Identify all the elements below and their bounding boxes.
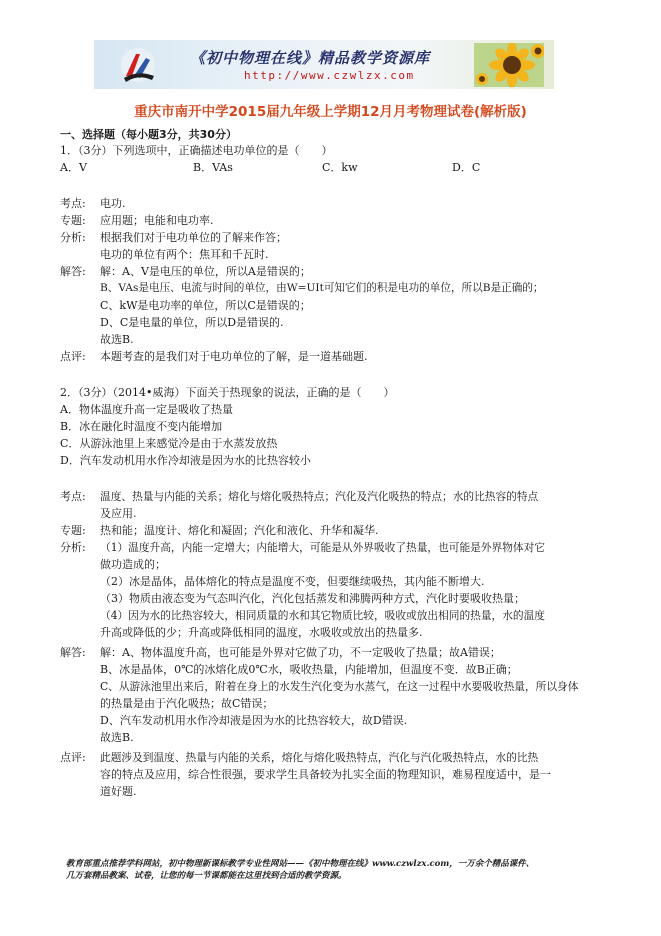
q2-option-c: C．从游泳池里上来感觉冷是由于水蒸发放热 [60,437,278,450]
q1-dianping-text: 本题考查的是我们对于电功单位的了解，是一道基础题. [100,350,368,363]
q2-fenxi-line: （4）因为水的比热容较大，相同质量的水和其它物质比较，吸收或放出相同的热量，水的温度 [100,609,545,622]
q2-dianping-line: 容的特点及应用，综合性很强，要求学生具备较为扎实全面的物理知识，难易程度适中，是一 [100,768,551,781]
q1-option-c: C．kw [322,161,358,174]
q1-zhuanti-text: 应用题；电能和电功率. [100,214,214,227]
q2-kaodian-line: 及应用. [100,507,137,520]
q2-dianping-line: 此题涉及到温度、热量与内能的关系，熔化与熔化吸热特点，汽化与汽化吸热特点，水的比热 [100,751,539,764]
q1-option-b: B．VAs [193,161,233,174]
q2-dianping-line: 道好题. [100,785,137,798]
q2-option-a: A．物体温度升高一定是吸收了热量 [60,403,233,416]
q2-jieda-line: C、从游泳池里出来后，附着在身上的水发生汽化变为水蒸气，在这一过程中水要吸收热量，所以身体 [100,680,579,693]
q1-jieda-line: B、VAs是电压、电流与时间的单位，由W=UIt可知它们的积是电功的单位，所以B是正确的； [100,282,544,294]
question-2-stem: 2．（3分）（2014•威海）下面关于热现象的说法，正确的是（ ） [60,386,395,399]
q1-fenxi-line: 电功的单位有两个：焦耳和千瓦时. [100,248,269,261]
footer-line: 几万套精品教案、试卷，让您的每一节课都能在这里找到合适的教学资源。 [66,871,347,881]
q2-jieda-label: 解答: [60,646,86,659]
q2-fenxi-line: （2）冰是晶体，晶体熔化的特点是温度不变，但要继续吸热，其内能不断增大. [100,575,485,588]
q1-dianping-label: 点评: [60,350,86,363]
site-logo-icon [118,46,158,84]
q1-jieda-line: D、C是电量的单位，所以D是错误的. [100,316,284,329]
banner-title: 《初中物理在线》精品教学资源库 [190,49,431,67]
question-1-stem: 1．（3分）下列选项中，正确描述电功单位的是（ ） [60,144,333,157]
q2-dianping-label: 点评: [60,751,86,764]
q2-option-d: D．汽车发动机用水作冷却液是因为水的比热容较小 [60,454,311,467]
sunflower-icon [474,43,544,87]
q2-zhuanti-label: 专题: [60,524,86,537]
section-heading: 一、选择题（每小题3分，共30分） [60,128,237,141]
q1-fenxi-label: 分析: [60,231,86,244]
q2-kaodian-label: 考点: [60,490,86,503]
q2-fenxi-label: 分析: [60,541,86,554]
page-footer [66,858,534,882]
q1-fenxi-line: 根据我们对于电功单位的了解来作答； [100,231,287,244]
banner-url[interactable]: http://www.czwlzx.com [244,69,415,82]
q2-option-b: B．冰在融化时温度不变内能增加 [60,420,223,433]
q2-fenxi-line: 做功造成的； [100,558,166,571]
q1-jieda-line: 故选B. [100,333,134,346]
q1-option-a: A．V [60,161,87,174]
q1-jieda-line: C、kW是电功率的单位，所以C是错误的； [100,299,311,312]
header-banner [94,40,554,89]
q2-fenxi-line: 升高或降低的少；升高或降低相同的温度，水吸收或放出的热量多. [100,626,423,639]
q1-zhuanti-label: 专题: [60,214,86,227]
q2-jieda-line: 解：A、物体温度升高，也可能是外界对它做了功，不一定吸收了热量；故A错误； [100,646,501,659]
q2-kaodian-line: 温度、热量与内能的关系；熔化与熔化吸热特点；汽化及汽化吸热的特点；水的比热容的特点 [100,490,539,503]
q2-jieda-line: 故选B. [100,731,134,744]
q1-jieda-line: 解：A、V是电压的单位，所以A是错误的； [100,265,311,278]
q2-fenxi-line: （1）温度升高，内能一定增大；内能增大，可能是从外界吸收了热量，也可能是外界物体对它 [100,541,545,554]
q2-zhuanti-text: 热和能；温度计、熔化和凝固；汽化和液化、升华和凝华. [100,524,379,537]
q1-kaodian-text: 电功. [100,197,126,210]
q1-kaodian-label: 考点: [60,197,86,210]
q2-jieda-line: D、汽车发动机用水作冷却液是因为水的比热容较大，故D错误. [100,714,408,727]
q2-jieda-line: 的热量是由于汽化吸热；故C错误； [100,697,274,710]
footer-line: 教育部重点推荐学科网站，初中物理新课标教学专业性网站——《初中物理在线》www.czwlzx.com，一万余个精品课件、 [66,859,535,869]
q2-fenxi-line: （3）物质由液态变为气态叫汽化，汽化包括蒸发和沸腾两种方式，汽化时要吸收热量； [100,592,525,605]
document-title: 重庆市南开中学2015届九年级上学期12月月考物理试卷(解析版) [134,104,527,120]
q2-jieda-line: B、冰是晶体，0℃的冰熔化成0℃水，吸收热量，内能增加，但温度不变．故B正确； [100,663,518,676]
q1-option-d: D．C [452,161,481,174]
q1-jieda-label: 解答: [60,265,86,278]
